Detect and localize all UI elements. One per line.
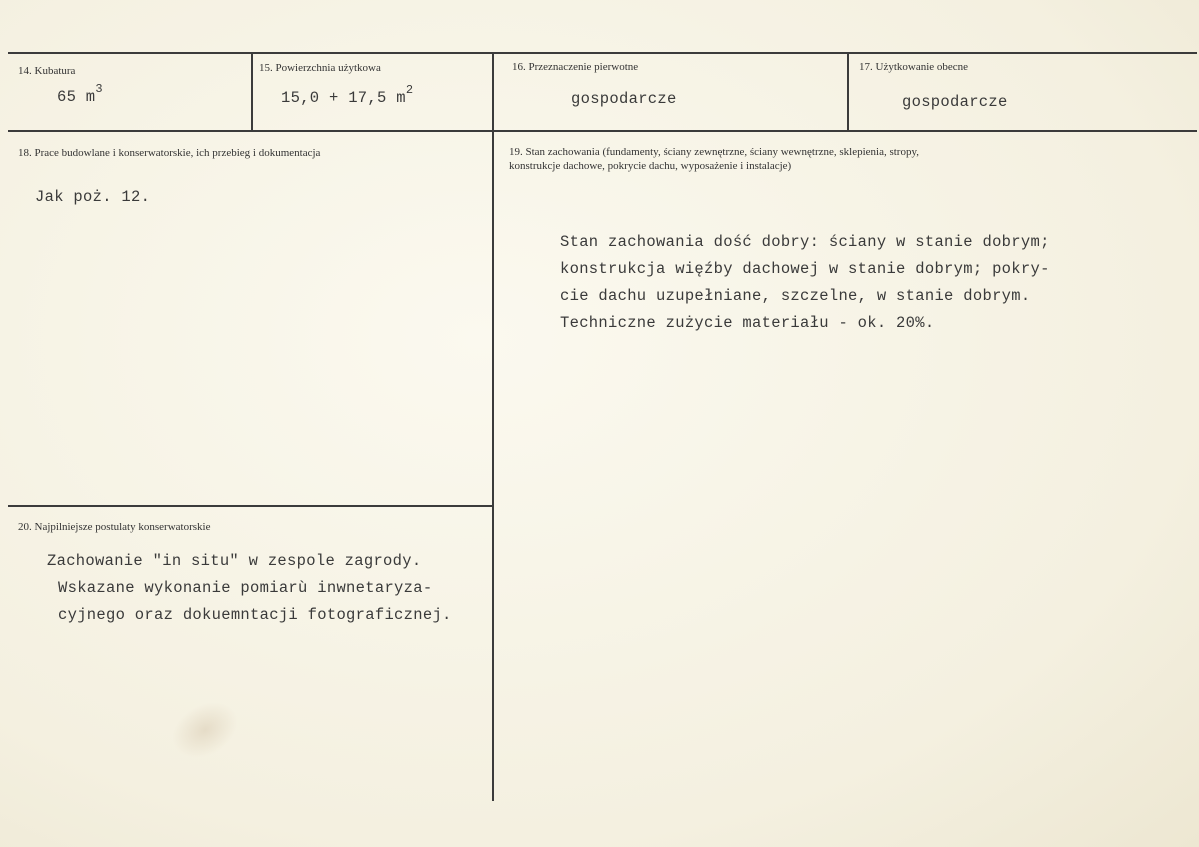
field-15-exponent: 2	[405, 83, 414, 97]
field-16-label: 16. Przeznaczenie pierwotne	[512, 61, 639, 73]
field-15-label: 15. Powierzchnia użytkowa	[259, 62, 381, 74]
field-19-line-2: konstrukcja więźby dachowej w stanie dobrym; pokry-	[560, 260, 1050, 278]
field-15-value	[281, 83, 414, 107]
divider-16-17	[847, 53, 849, 131]
field-19-label-line1: 19. Stan zachowania (fundamenty, ściany zewnętrzne, ściany wewnętrzne, sklepienia, stropy,	[509, 146, 920, 158]
field-20-line-3: cyjnego oraz dokuemntacji fotograficznej.	[58, 606, 452, 624]
paper-stain	[162, 691, 248, 769]
divider-15-16	[492, 53, 494, 801]
row1-bottom-rule	[8, 130, 1197, 132]
field-19-line-3: cie dachu uzupełniane, szczelne, w stanie dobrym.	[560, 287, 1031, 305]
field-14-value-text: 65 m	[57, 88, 96, 106]
divider-14-15	[251, 53, 253, 131]
field-19-line-1: Stan zachowania dość dobry: ściany w stanie dobrym;	[560, 233, 1050, 251]
field-14-label: 14. Kubatura	[18, 65, 76, 77]
field-15-value-text: 15,0 + 17,5 m	[281, 89, 406, 107]
field-18-label: 18. Prace budowlane i konserwatorskie, ich przebieg i dokumentacja	[18, 147, 321, 159]
field-20-label: 20. Najpilniejsze postulaty konserwatorskie	[18, 521, 211, 533]
row18-bottom-rule	[8, 505, 492, 507]
field-19-line-4: Techniczne zużycie materiału - ok. 20%.	[560, 314, 935, 332]
field-17-value: gospodarcze	[902, 93, 1008, 111]
field-14-value	[57, 82, 103, 106]
field-17-label: 17. Użytkowanie obecne	[859, 61, 969, 73]
field-20-line-1: Zachowanie "in situ" w zespole zagrody.	[47, 552, 422, 570]
top-rule	[8, 52, 1197, 54]
field-14-exponent: 3	[95, 82, 103, 96]
field-20-line-2: Wskazane wykonanie pomiarù inwnetaryza-	[58, 579, 433, 597]
field-16-value: gospodarcze	[571, 90, 677, 108]
field-18-value: Jak poż. 12.	[35, 188, 151, 206]
field-19-label-line2: konstrukcje dachowe, pokrycie dachu, wyposażenie i instalacje)	[509, 160, 792, 172]
